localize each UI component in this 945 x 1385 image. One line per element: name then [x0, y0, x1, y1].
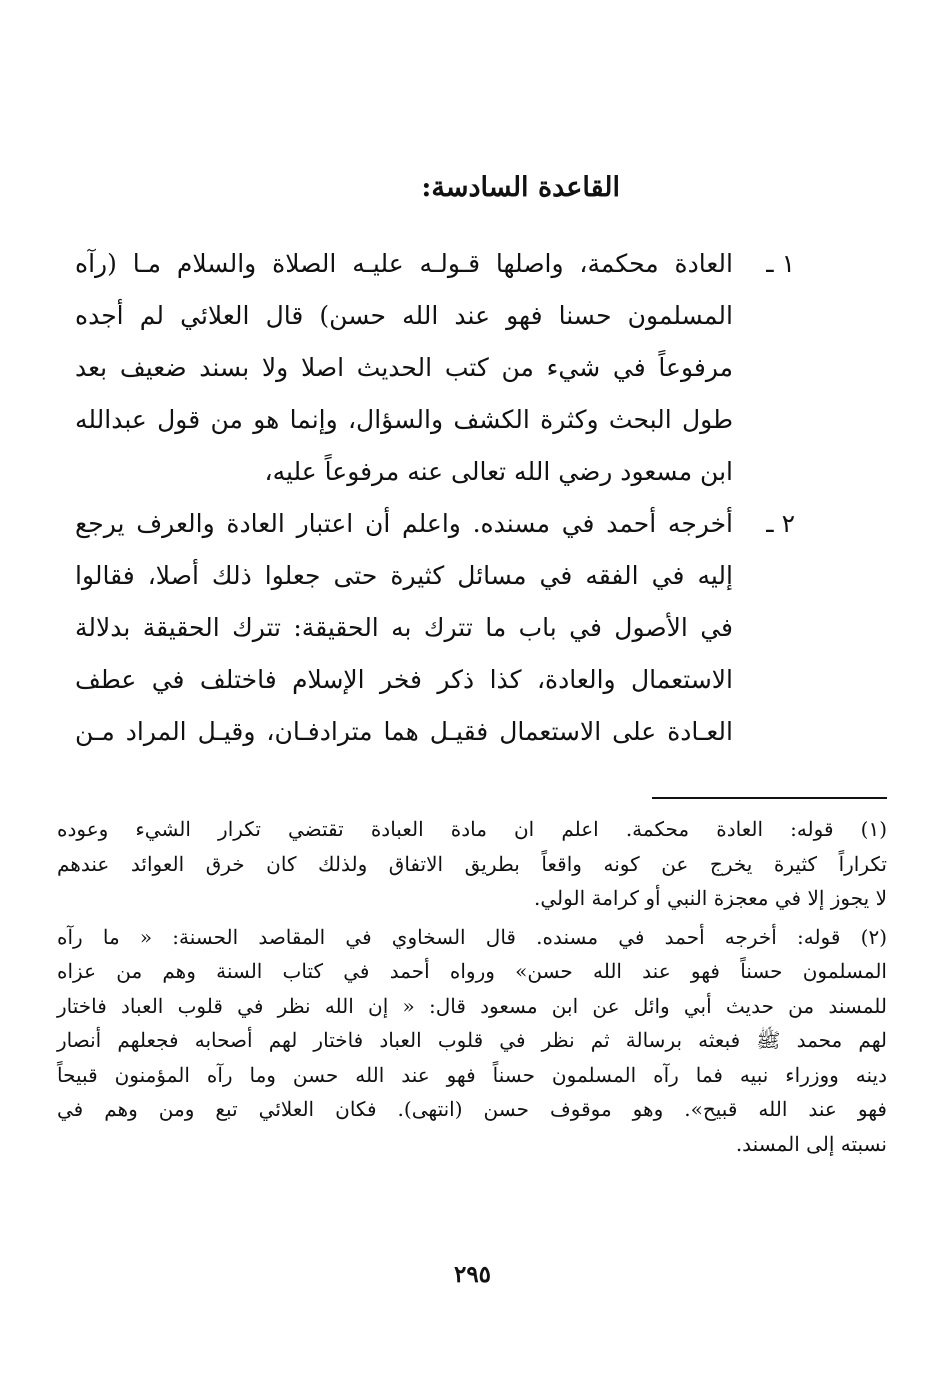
footnote-line: دينه ووزراء نبيه فما رآه المسلمون حسناً فهو عند الله حسن وما رآه المؤمنون قبيحاً	[57, 1062, 887, 1087]
item-number: ٢ ـ	[766, 509, 795, 538]
footnote-line: للمسند من حديث أبي وائل عن ابن مسعود قال: « إن الله نظر في قلوب العباد فاختار	[57, 993, 887, 1018]
footnote-divider	[652, 797, 887, 799]
footnote-2	[57, 920, 887, 1162]
text-line: أخرجه أحمد في مسنده. واعلم أن اعتبار العادة والعرف يرجع	[75, 509, 733, 538]
footnote-line: (١) قوله: العادة محكمة. اعلم ان مادة العبادة تقتضي تكرار الشيء وعوده	[57, 817, 887, 841]
main-text	[75, 238, 795, 758]
footnote-line: تكراراً كثيرة يخرج عن كونه واقعاً بطريق الاتفاق ولذلك كان خرق العوائد عندهم	[57, 851, 887, 876]
text-line: الاستعمال والعادة، كذا ذكر فخر الإسلام فاختلف في عطف	[75, 665, 733, 694]
item-number: ١ ـ	[766, 249, 795, 278]
item-body	[75, 498, 733, 758]
footnote-line: لا يجوز إلا في معجزة النبي أو كرامة الولي.	[534, 886, 887, 910]
footnote-line: (٢) قوله: أخرجه أحمد في مسنده. قال السخاوي في المقاصد الحسنة: « ما رآه	[57, 924, 887, 949]
item-body	[75, 238, 733, 498]
text-line: في الأصول في باب ما تترك به الحقيقة: تترك الحقيقة بدلالة	[75, 613, 733, 642]
text-line: مرفوعاً في شيء من كتب الحديث اصلا ولا بسند ضعيف بعد	[75, 353, 733, 382]
page-number: ٢٩٥	[453, 1261, 492, 1288]
section-heading: القاعدة السادسة:	[421, 172, 620, 203]
text-line: العـادة على الاستعمال فقيـل هما مترادفـان، وقيـل المراد مـن	[75, 717, 733, 746]
text-line: ابن مسعود رضي الله تعالى عنه مرفوعاً عليه،	[264, 457, 733, 486]
numbered-item-2	[75, 498, 795, 758]
footnote-line: نسبته إلى المسند.	[735, 1131, 887, 1156]
footnote-line: المسلمون حسناً فهو عند الله حسن» ورواه أحمد في كتاب السنة وهم من عزاه	[57, 959, 887, 983]
footnote-line: لهم محمد ﷺ فبعثه برسالة ثم نظر في قلوب العباد فاختار لهم أصحابه فجعلهم أنصار	[57, 1028, 887, 1052]
text-line: طول البحث وكثرة الكشف والسؤال، وإنما هو من قول عبدالله	[75, 405, 733, 434]
footnote-1	[57, 812, 887, 916]
text-line: العادة محكمة، واصلها قـولـه عليـه الصلاة والسلام مـا (رآه	[75, 249, 733, 278]
text-line: المسلمون حسنا فهو عند الله حسن) قال العلائي لم أجده	[75, 301, 733, 330]
footnote-line: فهو عند الله قبيح». وهو موقوف حسن (انتهى). فكان العلائي تبع ومن وهم في	[57, 1097, 887, 1121]
numbered-item-1	[75, 238, 795, 498]
footnotes	[57, 812, 887, 1161]
text-line: إليه في الفقه في مسائل كثيرة حتى جعلوا ذلك أصلا، فقالوا	[75, 561, 733, 590]
